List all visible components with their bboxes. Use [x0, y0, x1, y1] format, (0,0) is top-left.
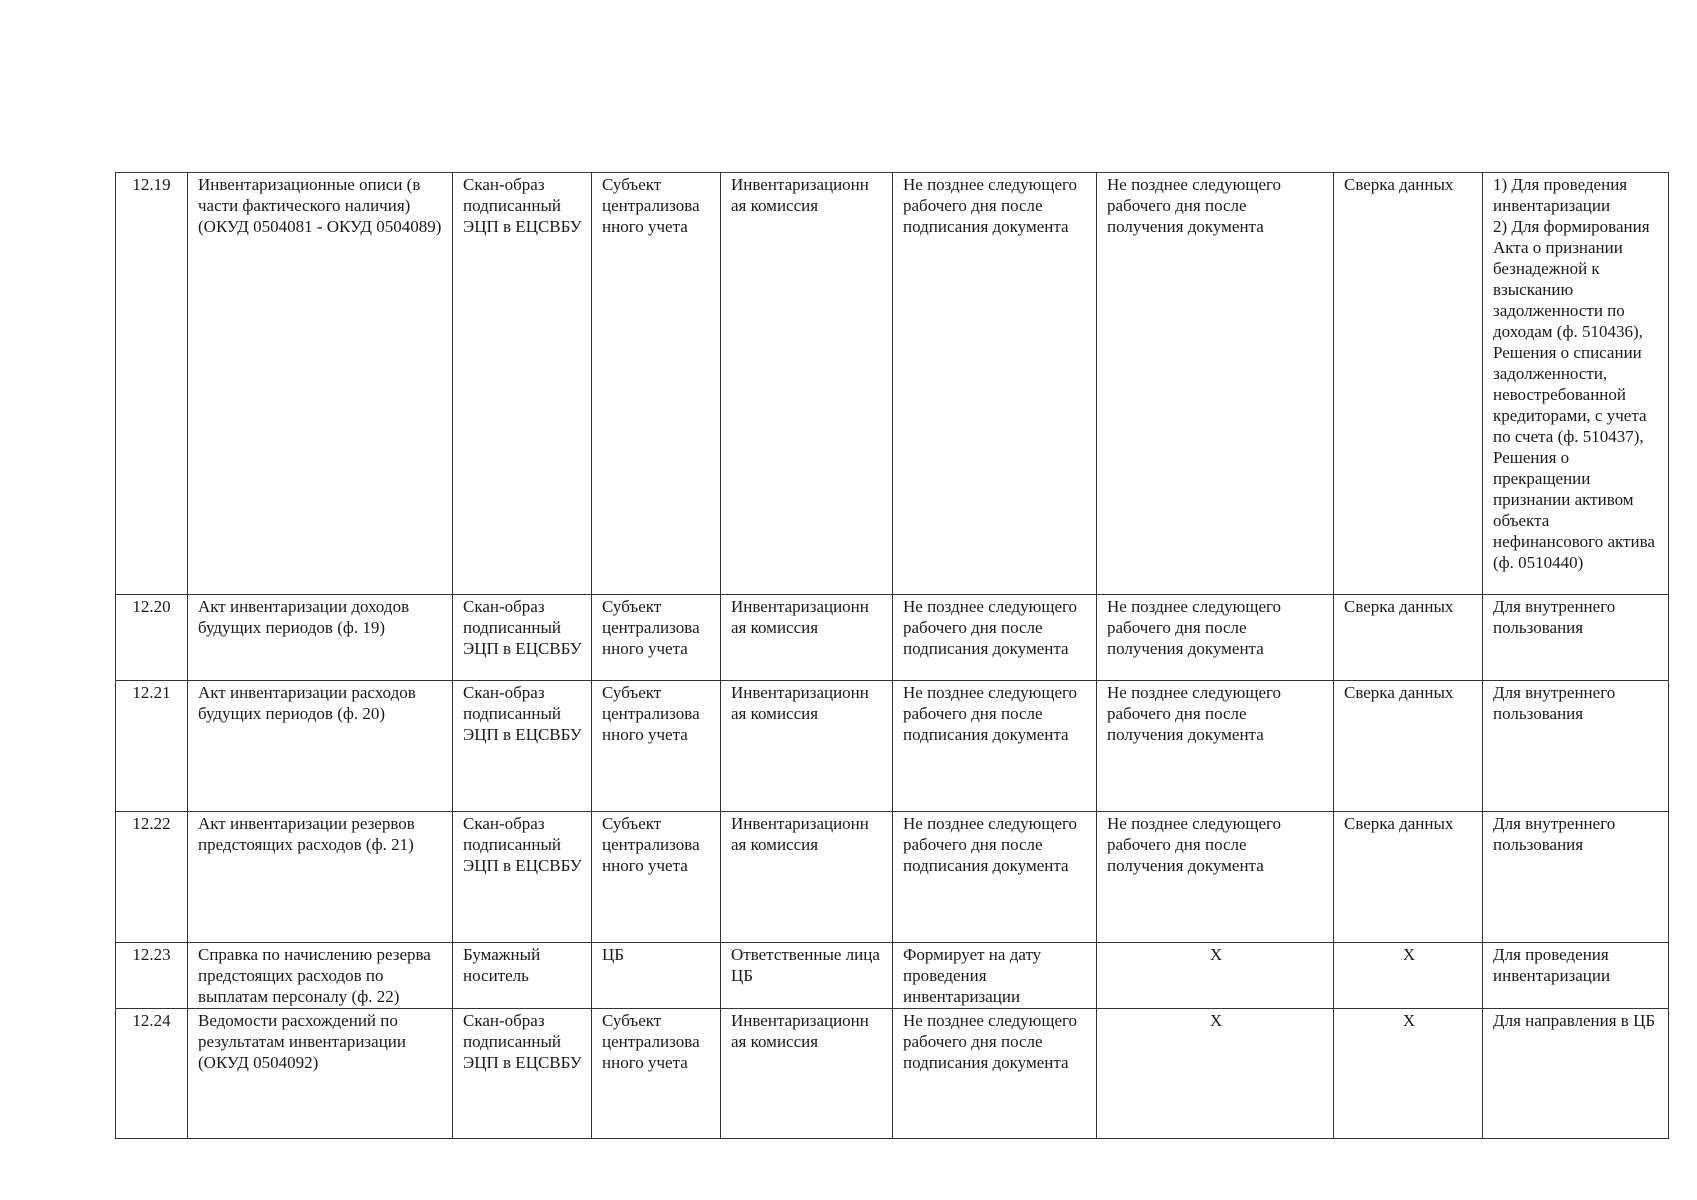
submit-deadline-cell: Формирует на дату проведения инвентаризации: [893, 943, 1097, 1009]
table-row: [116, 943, 1669, 1009]
submit-deadline-cell: Не позднее следующего рабочего дня после подписания документа: [893, 681, 1097, 812]
who-forms-cell: Субъект централизова нного учета: [592, 812, 721, 943]
process-deadline-cell: Не позднее следующего рабочего дня после получения документа: [1097, 681, 1334, 812]
row-number-cell: 12.22: [116, 812, 188, 943]
form-cell: Скан-образ подписанный ЭЦП в ЕЦСВБУ: [453, 681, 592, 812]
document-name-cell: Акт инвентаризации доходов будущих периодов (ф. 19): [188, 595, 453, 681]
document-table: [115, 172, 1669, 1139]
table-row: [116, 812, 1669, 943]
table-row: [116, 1009, 1669, 1139]
who-forms-cell: ЦБ: [592, 943, 721, 1009]
table-row: [116, 595, 1669, 681]
who-forms-cell: Субъект централизова нного учета: [592, 681, 721, 812]
purpose-cell: Для проведения инвентаризации: [1483, 943, 1669, 1009]
document-name-cell: Акт инвентаризации резервов предстоящих расходов (ф. 21): [188, 812, 453, 943]
action-cell: X: [1334, 943, 1483, 1009]
submit-deadline-cell: Не позднее следующего рабочего дня после подписания документа: [893, 1009, 1097, 1139]
table-row: [116, 681, 1669, 812]
submit-deadline-cell: Не позднее следующего рабочего дня после подписания документа: [893, 812, 1097, 943]
process-deadline-cell: X: [1097, 943, 1334, 1009]
responsible-cell: Инвентаризационн ая комиссия: [721, 595, 893, 681]
document-name-cell: Инвентаризационные описи (в части фактического наличия) (ОКУД 0504081 - ОКУД 0504089): [188, 173, 453, 595]
who-forms-cell: Субъект централизова нного учета: [592, 1009, 721, 1139]
submit-deadline-cell: Не позднее следующего рабочего дня после подписания документа: [893, 173, 1097, 595]
responsible-cell: Инвентаризационн ая комиссия: [721, 812, 893, 943]
row-number-cell: 12.20: [116, 595, 188, 681]
document-name-cell: Акт инвентаризации расходов будущих периодов (ф. 20): [188, 681, 453, 812]
row-number-cell: 12.24: [116, 1009, 188, 1139]
document-name-cell: Ведомости расхождений по результатам инвентаризации (ОКУД 0504092): [188, 1009, 453, 1139]
purpose-cell: Для направления в ЦБ: [1483, 1009, 1669, 1139]
responsible-cell: Ответственные лица ЦБ: [721, 943, 893, 1009]
process-deadline-cell: Не позднее следующего рабочего дня после получения документа: [1097, 595, 1334, 681]
action-cell: Сверка данных: [1334, 173, 1483, 595]
responsible-cell: Инвентаризационн ая комиссия: [721, 173, 893, 595]
form-cell: Бумажный носитель: [453, 943, 592, 1009]
action-cell: Сверка данных: [1334, 681, 1483, 812]
form-cell: Скан-образ подписанный ЭЦП в ЕЦСВБУ: [453, 812, 592, 943]
action-cell: X: [1334, 1009, 1483, 1139]
who-forms-cell: Субъект централизова нного учета: [592, 595, 721, 681]
process-deadline-cell: X: [1097, 1009, 1334, 1139]
action-cell: Сверка данных: [1334, 595, 1483, 681]
responsible-cell: Инвентаризационн ая комиссия: [721, 1009, 893, 1139]
purpose-cell: Для внутреннего пользования: [1483, 681, 1669, 812]
purpose-cell: Для внутреннего пользования: [1483, 595, 1669, 681]
form-cell: Скан-образ подписанный ЭЦП в ЕЦСВБУ: [453, 173, 592, 595]
purpose-cell: 1) Для проведения инвентаризации 2) Для формирования Акта о признании безнадежной к взысканию задолженности по доходам (ф. 510436), Решения о списании задолженности, невостребованной кредиторами, с учета по счета (ф. 510437), Решения о прекращении признании активом объекта нефинансового актива (ф. 0510440): [1483, 173, 1669, 595]
form-cell: Скан-образ подписанный ЭЦП в ЕЦСВБУ: [453, 595, 592, 681]
process-deadline-cell: Не позднее следующего рабочего дня после получения документа: [1097, 812, 1334, 943]
process-deadline-cell: Не позднее следующего рабочего дня после получения документа: [1097, 173, 1334, 595]
purpose-cell: Для внутреннего пользования: [1483, 812, 1669, 943]
row-number-cell: 12.23: [116, 943, 188, 1009]
row-number-cell: 12.19: [116, 173, 188, 595]
who-forms-cell: Субъект централизова нного учета: [592, 173, 721, 595]
document-name-cell: Справка по начислению резерва предстоящих расходов по выплатам персоналу (ф. 22): [188, 943, 453, 1009]
row-number-cell: 12.21: [116, 681, 188, 812]
form-cell: Скан-образ подписанный ЭЦП в ЕЦСВБУ: [453, 1009, 592, 1139]
table-row: [116, 173, 1669, 595]
action-cell: Сверка данных: [1334, 812, 1483, 943]
responsible-cell: Инвентаризационн ая комиссия: [721, 681, 893, 812]
submit-deadline-cell: Не позднее следующего рабочего дня после подписания документа: [893, 595, 1097, 681]
